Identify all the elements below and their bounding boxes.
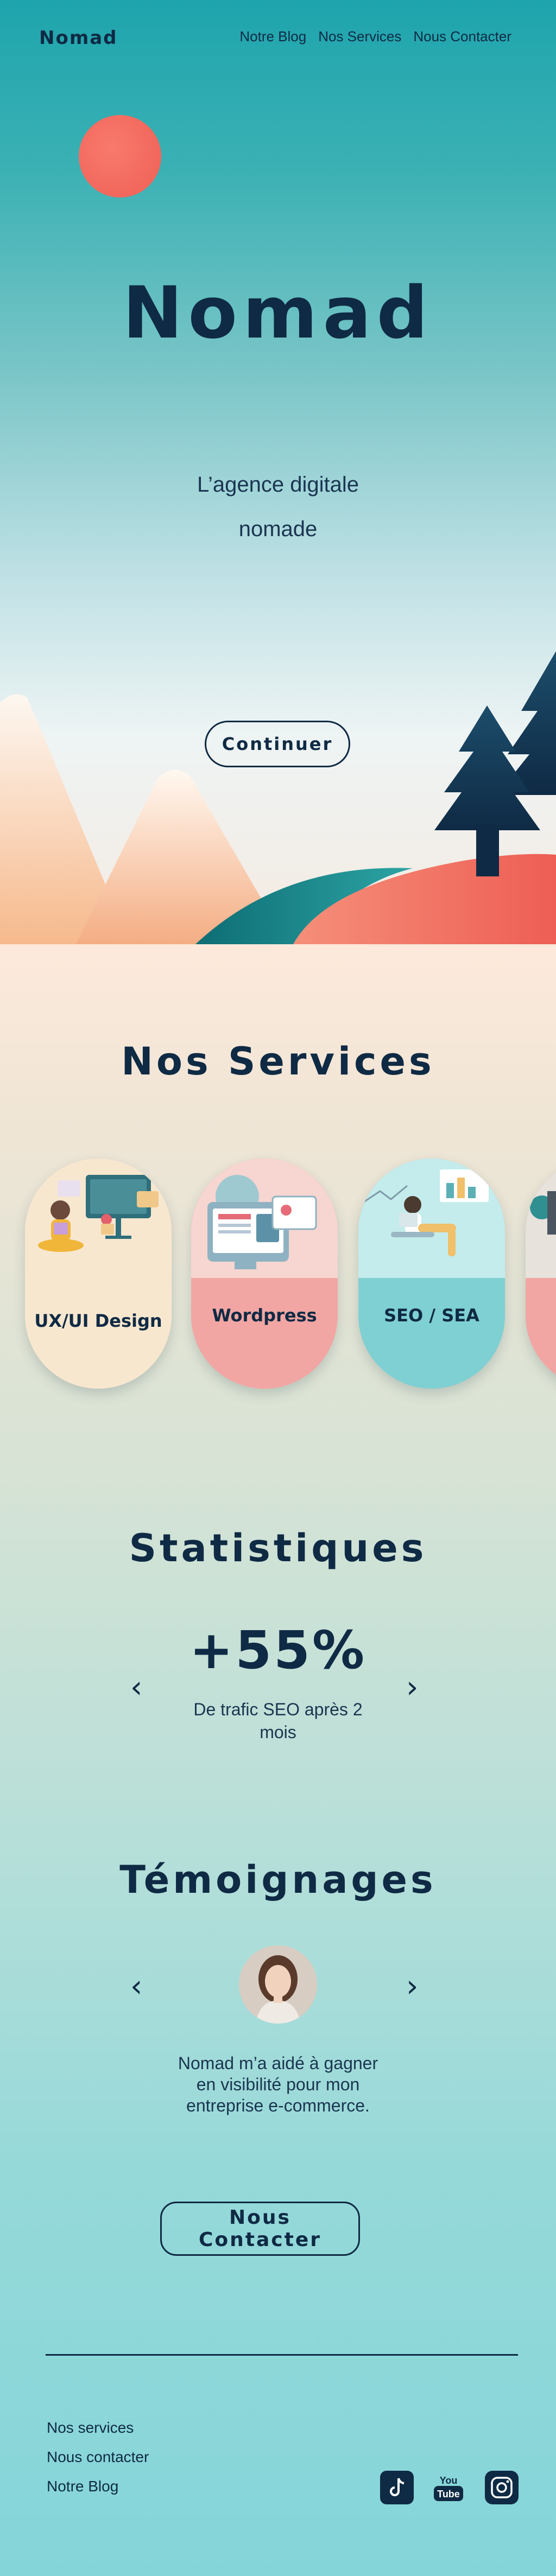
instagram-icon[interactable] <box>485 2471 519 2504</box>
service-card-partial[interactable] <box>526 1159 556 1389</box>
stats-prev-arrow-icon[interactable]: ‹ <box>130 1670 143 1705</box>
service-card-label: Wordpress <box>212 1305 317 1326</box>
service-card-wordpress[interactable] <box>191 1159 338 1389</box>
testimonial-avatar <box>239 1945 317 2024</box>
service-card-uxui[interactable] <box>25 1159 172 1389</box>
service-card-label: UX/UI Design <box>34 1311 162 1331</box>
svg-text:You: You <box>439 2475 458 2486</box>
services-title: Nos Services <box>121 1039 435 1084</box>
nav-link-blog[interactable]: Notre Blog <box>239 28 307 44</box>
nav-link-contact[interactable]: Nous Contacter <box>413 28 511 44</box>
sun-illustration <box>79 115 161 198</box>
testimonials-title: Témoignages <box>119 1858 437 1902</box>
service-card-seo[interactable] <box>358 1159 505 1389</box>
logo[interactable]: Nomad <box>39 27 118 49</box>
woman-portrait-icon <box>239 1945 317 2024</box>
website-illustration <box>191 1159 338 1278</box>
svg-text:Tube: Tube <box>437 2489 460 2499</box>
stat-value: +55% <box>189 1620 367 1681</box>
stats-title: Statistiques <box>129 1526 427 1570</box>
hero-section <box>0 0 556 944</box>
content-section <box>0 944 556 2576</box>
service-card-label: SEO / SEA <box>384 1305 479 1326</box>
footer-link-blog[interactable]: Notre Blog <box>47 2478 119 2495</box>
services-carousel <box>0 1159 556 1397</box>
pine-tree-icon <box>434 651 556 876</box>
footer-link-contact[interactable]: Nous contacter <box>47 2448 149 2465</box>
designer-illustration <box>25 1159 172 1278</box>
analyst-illustration <box>358 1159 505 1278</box>
hero-subtitle: L’agence digitale nomade <box>197 473 359 541</box>
youtube-icon[interactable] <box>432 2471 465 2504</box>
mountain-landscape-illustration <box>0 651 556 944</box>
nav-link-services[interactable]: Nos Services <box>318 28 402 44</box>
footer-links <box>47 2413 149 2501</box>
hero-title: Nomad <box>122 271 434 355</box>
partial-card-illustration <box>526 1159 556 1278</box>
nav-links <box>239 28 511 45</box>
contact-button[interactable]: Nous Contacter <box>160 2202 360 2256</box>
footer-divider <box>46 2354 518 2356</box>
continue-button[interactable]: Continuer <box>205 721 350 767</box>
testimonial-quote: Nomad m’a aidé à gagner en visibilité pour mon entreprise e-commerce. <box>178 2053 378 2115</box>
tiktok-icon[interactable] <box>380 2471 414 2504</box>
testimonial-prev-arrow-icon[interactable]: ‹ <box>130 1969 143 2004</box>
stat-description: De trafic SEO après 2 mois <box>193 1700 363 1742</box>
top-nav <box>0 27 556 49</box>
footer-link-services[interactable]: Nos services <box>47 2419 134 2436</box>
testimonial-next-arrow-icon[interactable]: › <box>406 1969 419 2004</box>
stats-next-arrow-icon[interactable]: › <box>406 1670 419 1705</box>
